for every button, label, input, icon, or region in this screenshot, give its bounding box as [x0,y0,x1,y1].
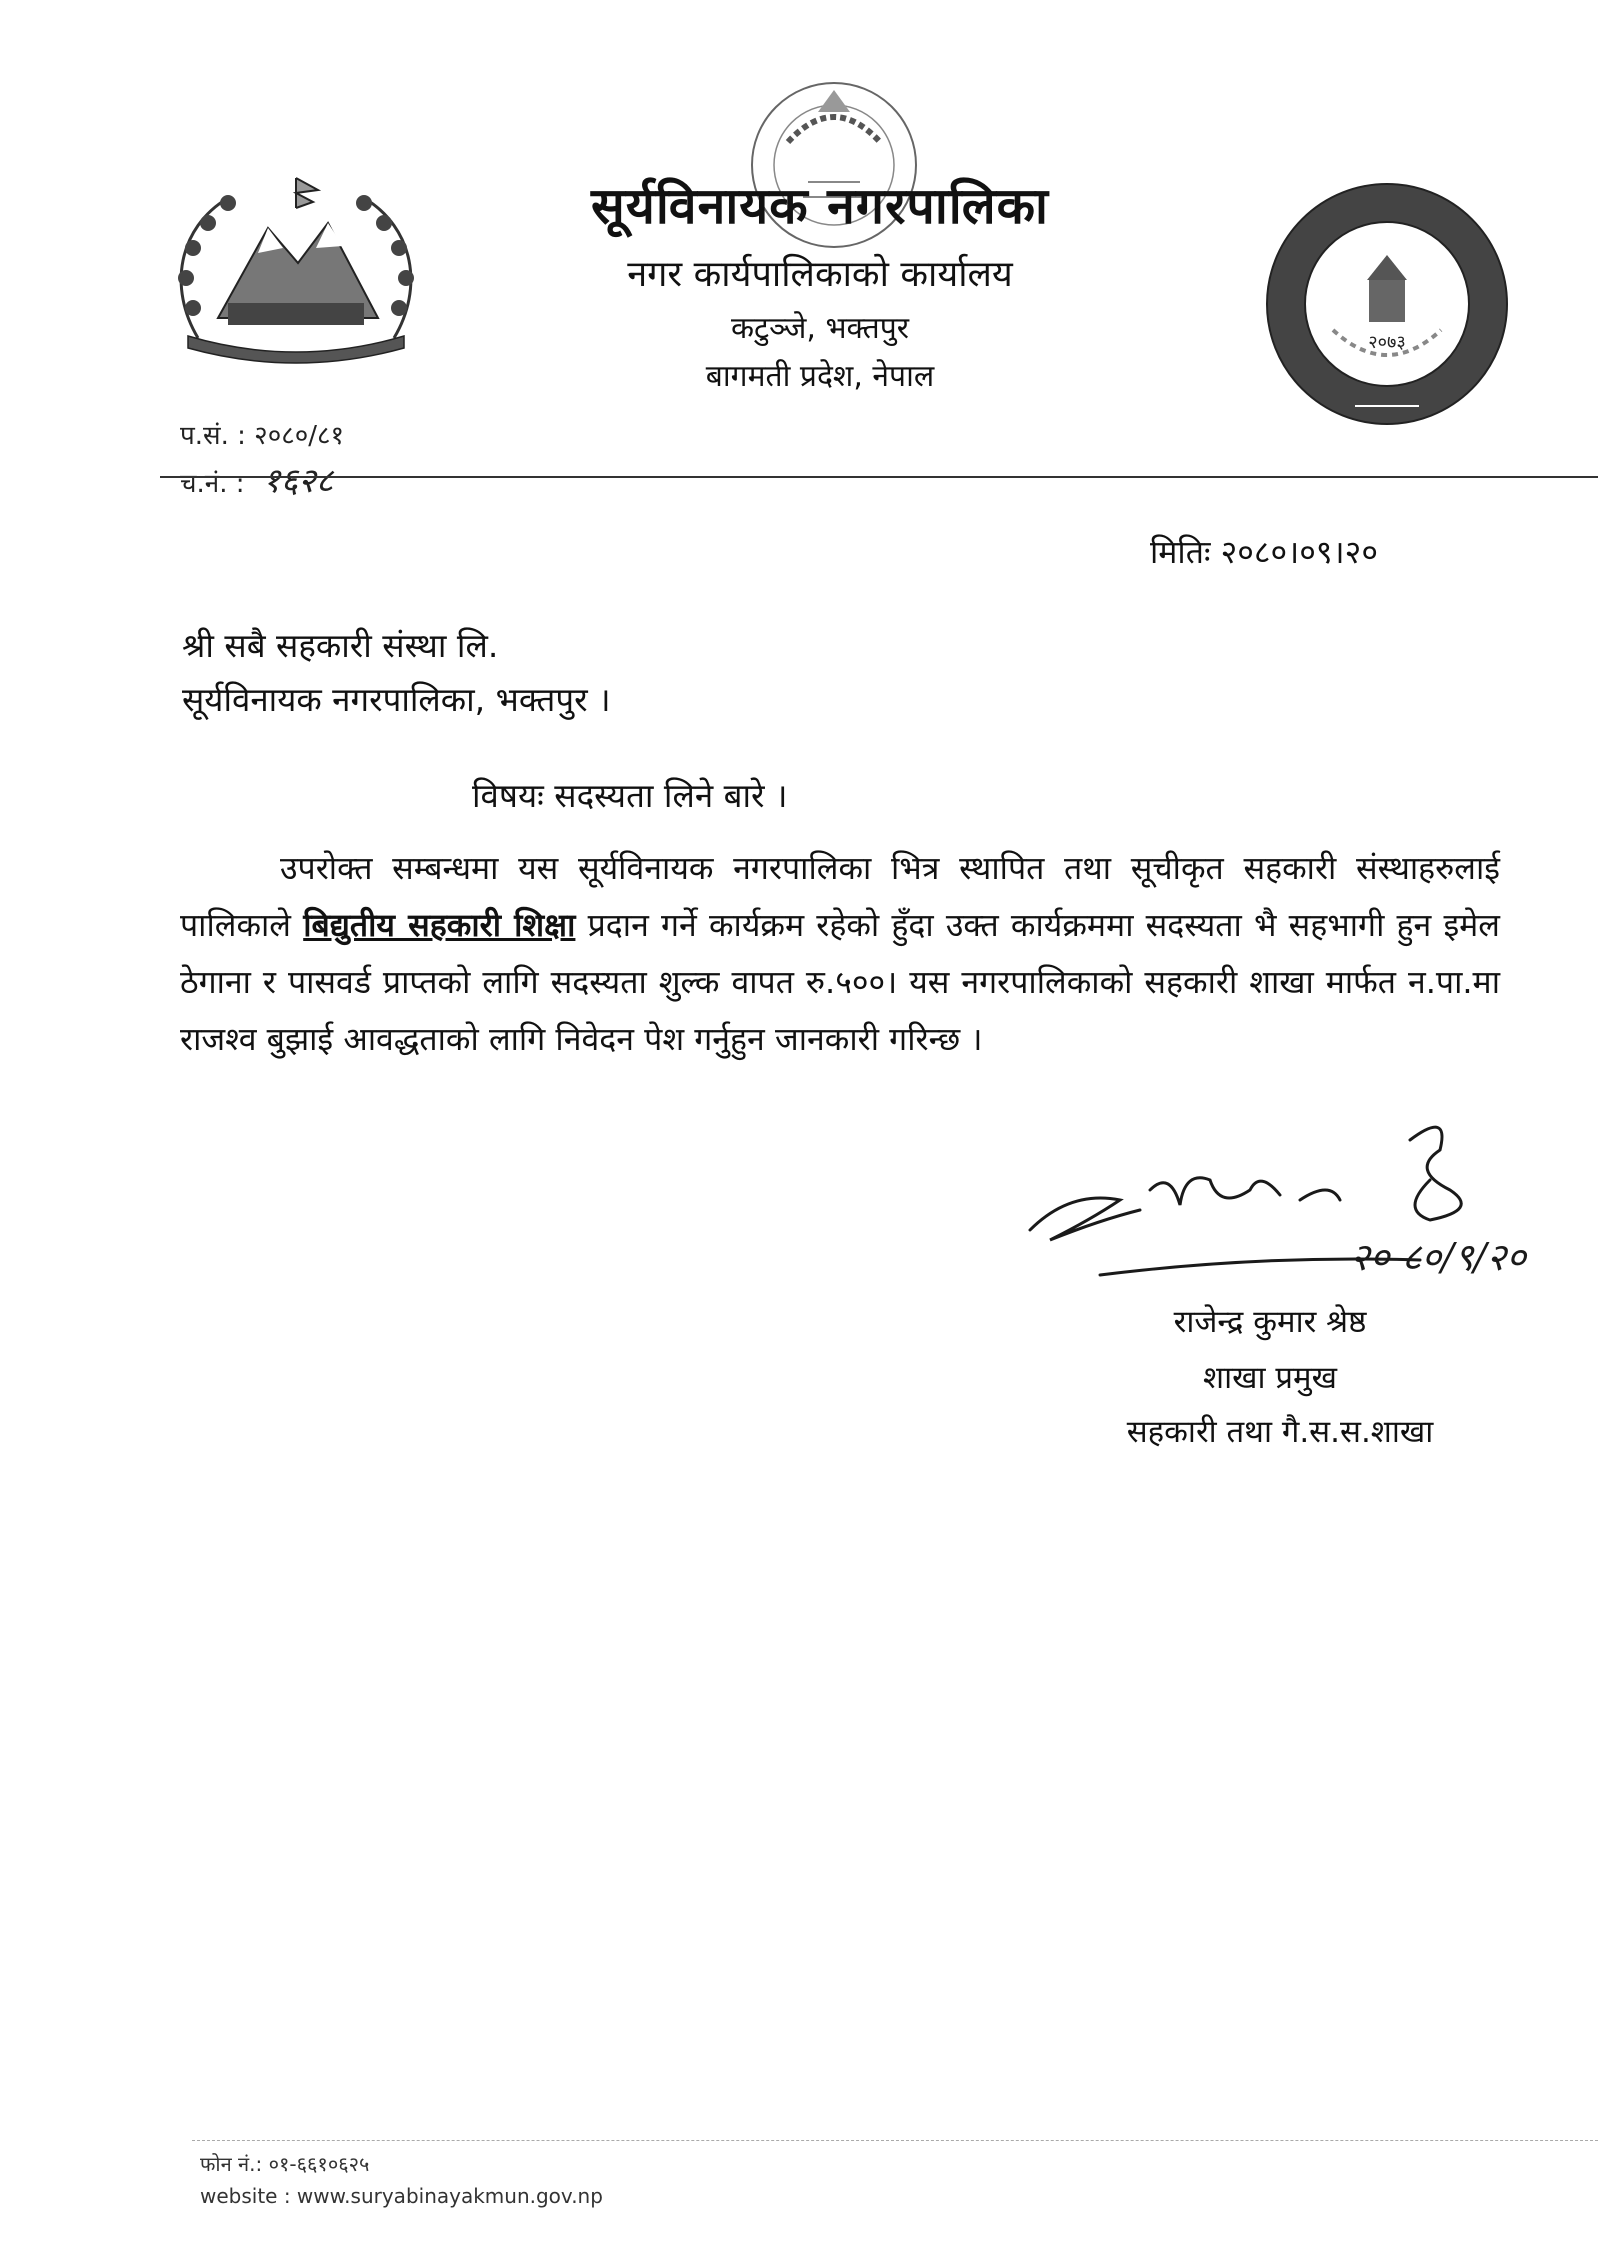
municipality-name: सूर्यविनायक नगरपालिका [591,177,1049,235]
nepal-emblem-icon [158,168,434,364]
dispatch-number [180,456,334,502]
body-part-2: प्रदान गर्ने कार्यक्रम रहेको हुँदा उक्त कार्यक्रममा सदस्यता भै सहभागी हुन इमेल ठेगाना र पासवर्ड प्राप्तको लागि सदस्यता शुल्क वापत रु.५००। यस नगरपालिकाको सहकारी शाखा मार्फत न.पा.मा राजश्व बुझाई आवद्धताको लागि निवेदन पेश गर्नुहुन जानकारी गरिन्छ । [180,906,1501,1058]
cn-label: च.नं. : [180,469,245,499]
addressee-line-2: सूर्यविनायक नगरपालिका, भक्तपुर । [182,680,611,719]
fiscal-year-reference [180,416,344,452]
letter-body [180,840,1500,1068]
ps-value: २०८०/८१ [254,421,345,451]
footer-divider [192,2140,1598,2141]
body-part-1: उपरोक्त सम्बन्धमा यस सूर्यविनायक नगरपालिका भित्र स्थापित तथा सूचीकृत सहकारी संस्थाहरुलाई पालिकाले [180,849,1500,944]
office-name: नगर कार्यपालिकाको कार्यालय [627,254,1013,295]
header-divider [160,476,1598,478]
cn-value: १६२८ [262,461,334,501]
body-highlight: बिद्युतीय सहकारी शिक्षा [303,906,576,944]
svg-text:२० ८०/९/२०: २० ८०/९/२० [1350,1235,1527,1279]
footer-website: website : www.suryabinayakmun.gov.np [200,2184,603,2208]
office-location-province: बागमती प्रदेश, नेपाल [705,359,935,394]
signatory-name: राजेन्द्र कुमार श्रेष्ठ [1173,1304,1367,1340]
signatory-title: शाखा प्रमुख [1203,1360,1337,1396]
letter-subject: विषयः सदस्यता लिने बारे । [472,776,788,815]
ps-label: प.सं. : [180,421,246,451]
addressee-line-1: श्री सबै सहकारी संस्था लि. [182,626,499,665]
footer-phone: फोन नं.: ०१-६६१०६२५ [200,2152,370,2176]
signatory-department: सहकारी तथा गै.स.स.शाखा [1126,1414,1434,1450]
svg-text:२०७३: २०७३ [1368,332,1406,353]
municipality-logo-icon [1263,180,1511,428]
letter-date: मितिः २०८०।०९।२० [1150,533,1378,571]
office-location-city: कटुञ्जे, भक्तपुर [730,311,910,346]
handwritten-signature [1010,1110,1590,1290]
